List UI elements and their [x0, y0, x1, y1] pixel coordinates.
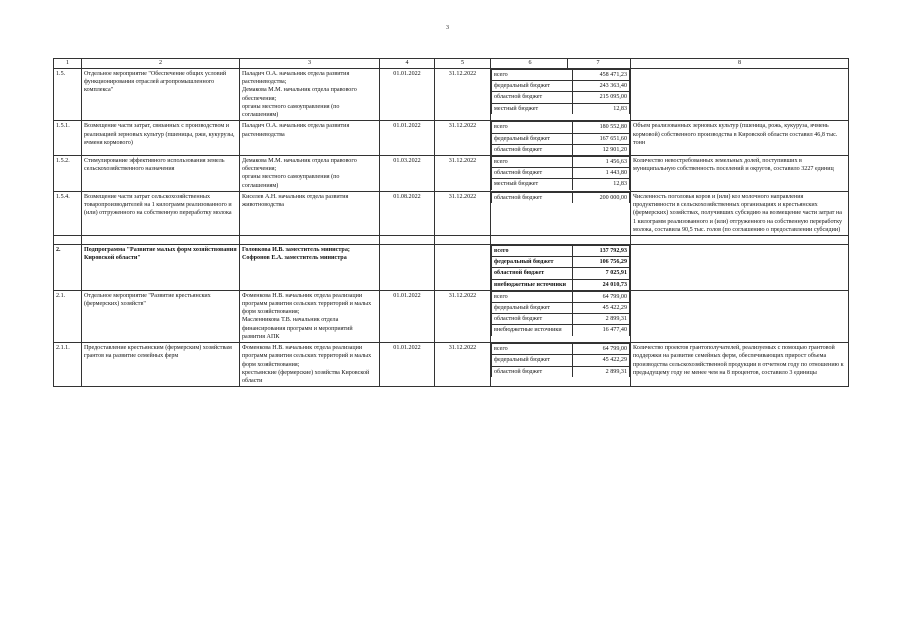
funding-source: федеральный бюджет [492, 303, 573, 314]
responsible-persons: Фоменкова Н.В. начальник отдела реализации программ развития сельских территорий и малых форм хозяйствования; крестьянские (фермерские) хозяйства Кировской области [240, 343, 380, 387]
funding-amount: 167 651,60 [573, 133, 630, 144]
funding-amount: 1 456,63 [573, 156, 630, 167]
result-description [631, 290, 849, 342]
header-cell [491, 59, 631, 69]
financing-row [492, 133, 630, 144]
end-date [435, 244, 491, 290]
financing-row [492, 344, 630, 355]
funding-amount: 12 901,20 [573, 144, 630, 155]
report-table [53, 58, 849, 387]
funding-amount: 137 792,93 [573, 245, 630, 256]
funding-amount: 1 443,80 [573, 168, 630, 179]
page-number: 3 [446, 25, 449, 31]
empty-cell [82, 235, 240, 244]
activity-name: Отдельное мероприятие "Развитие крестьянских (фермерских) хозяйств" [82, 290, 240, 342]
table-row [54, 290, 849, 342]
funding-amount: 12,83 [573, 179, 630, 190]
financing-row [492, 156, 630, 167]
header-cell: 6 [528, 60, 532, 66]
funding-amount: 106 756,29 [573, 257, 630, 268]
financing-row [492, 179, 630, 190]
funding-amount: 64 799,00 [573, 291, 630, 302]
responsible-persons: Паладич О.А. начальник отдела развития растениеводства [240, 121, 380, 156]
funding-source: областной бюджет [492, 314, 573, 325]
header-cell: 2 [82, 59, 240, 69]
funding-source: всего [492, 245, 573, 256]
activity-name: Возмещение части затрат, связанных с производством и реализацией зерновых культур (пшеницы, ржи, кукурузы, ячменя кормового) [82, 121, 240, 156]
funding-source: областной бюджет [492, 366, 573, 377]
financing-table [491, 245, 630, 290]
responsible-persons: Паладич О.А. начальник отдела развития растениеводства; Демакова М.М. начальник отдела правового обеспечения; органы местного самоуправления (по соглашениям) [240, 69, 380, 121]
financing-row [492, 257, 630, 268]
activity-name: Подпрограмма "Развитие малых форм хозяйствования Кировской области" [82, 244, 240, 290]
financing-row [492, 81, 630, 92]
start-date: 01.03.2022 [380, 155, 435, 191]
funding-amount: 12,83 [573, 103, 630, 114]
start-date [380, 244, 435, 290]
funding-amount: 24 010,73 [573, 279, 630, 290]
funding-source: федеральный бюджет [492, 81, 573, 92]
financing-row [492, 314, 630, 325]
result-description: Численность поголовья коров и (или) коз молочного направления продуктивности в сельскохозяйственных организациях и крестьянских (фермерских) хозяйствах, получивших субсидию на возмещение части затрат на 1 килограмм реализованного и (или) отгруженного на собственную переработку молока, составила 90,5 тыс. голов (по соглашению о предоставлении субсидии) [631, 191, 849, 235]
funding-amount: 215 095,00 [573, 92, 630, 103]
empty-cell [240, 235, 380, 244]
funding-source: внебюджетные источники [492, 279, 573, 290]
end-date: 31.12.2022 [435, 69, 491, 121]
financing-row [492, 279, 630, 290]
financing-row [492, 122, 630, 133]
header-cell: 1 [54, 59, 82, 69]
financing-table [491, 156, 630, 190]
financing-table [491, 343, 630, 377]
row-number: 2.1.1. [54, 343, 82, 387]
funding-amount: 243 363,40 [573, 81, 630, 92]
start-date: 01.01.2022 [380, 290, 435, 342]
activity-name: Стимулирование эффективного использования земель сельскохозяйственного назначения [82, 155, 240, 191]
funding-source: всего [492, 156, 573, 167]
end-date: 31.12.2022 [435, 290, 491, 342]
funding-source: федеральный бюджет [492, 133, 573, 144]
funding-source: всего [492, 291, 573, 302]
funding-source: областной бюджет [492, 92, 573, 103]
result-description: Количество проектов грантополучателей, реализуемых с помощью грантовой поддержки на развитие семейных ферм, обеспечивающих прирост объема производства сельскохозяйственной продукции в отчетном году по отношению к предыдущему году не менее чем на 8 процентов, составило 3 единицы [631, 343, 849, 387]
financing-cell [491, 244, 631, 290]
funding-source: областной бюджет [492, 168, 573, 179]
funding-amount: 45 422,29 [573, 355, 630, 366]
end-date: 31.12.2022 [435, 121, 491, 156]
row-number: 1.5. [54, 69, 82, 121]
start-date: 01.01.2022 [380, 343, 435, 387]
funding-source: федеральный бюджет [492, 257, 573, 268]
funding-amount: 7 025,91 [573, 268, 630, 279]
financing-row [492, 291, 630, 302]
activity-name: Отдельное мероприятие "Обеспечение общих условий функционирования отраслей агропромышленного комплекса" [82, 69, 240, 121]
financing-row [492, 245, 630, 256]
empty-cell [435, 235, 491, 244]
row-number: 1.5.1. [54, 121, 82, 156]
funding-amount: 2 899,31 [573, 366, 630, 377]
responsible-persons: Головкова И.В. заместитель министра; Софронов Е.А. заместитель министра [240, 244, 380, 290]
funding-source: областной бюджет [492, 144, 573, 155]
start-date: 01.08.2022 [380, 191, 435, 235]
end-date: 31.12.2022 [435, 155, 491, 191]
financing-row [492, 268, 630, 279]
financing-table [491, 121, 630, 155]
table-row [54, 343, 849, 387]
result-description: Объем реализованных зерновых культур (пшеница, рожь, кукуруза, ячмень кормовой) собственного производства в Кировской области составил 46,8 тыс. тонн [631, 121, 849, 156]
funding-source: федеральный бюджет [492, 355, 573, 366]
result-description: Количество невостребованных земельных долей, поступивших в муниципальную собственность поселений и округов, составило 3227 единиц [631, 155, 849, 191]
funding-source: местный бюджет [492, 103, 573, 114]
financing-row [492, 192, 630, 203]
financing-cell [491, 290, 631, 342]
funding-source: областной бюджет [492, 268, 573, 279]
table-row [54, 121, 849, 156]
start-date: 01.01.2022 [380, 69, 435, 121]
result-description [631, 69, 849, 121]
financing-row [492, 70, 630, 81]
financing-cell [491, 121, 631, 156]
funding-amount: 16 477,40 [573, 325, 630, 336]
header-cell: 3 [240, 59, 380, 69]
row-number: 2. [54, 244, 82, 290]
financing-cell [491, 343, 631, 387]
responsible-persons: Киселев А.Н. начальник отдела развития животноводства [240, 191, 380, 235]
financing-row [492, 325, 630, 336]
financing-table [491, 192, 630, 203]
financing-table [491, 69, 630, 114]
empty-cell [631, 235, 849, 244]
header-cell: 5 [435, 59, 491, 69]
activity-name: Возмещение части затрат сельскохозяйственных товаропроизводителей на 1 килограмм реализованного и (или) отгруженного на собственную переработку молока [82, 191, 240, 235]
header-row [54, 59, 849, 69]
table-row [54, 69, 849, 121]
end-date: 31.12.2022 [435, 343, 491, 387]
funding-source: всего [492, 344, 573, 355]
financing-row [492, 103, 630, 114]
responsible-persons: Демакова М.М. начальник отдела правового обеспечения; органы местного самоуправления (по соглашениям) [240, 155, 380, 191]
empty-cell [380, 235, 435, 244]
funding-source: местный бюджет [492, 179, 573, 190]
financing-row [492, 144, 630, 155]
financing-cell [491, 191, 631, 235]
financing-row [492, 92, 630, 103]
financing-table [491, 291, 630, 336]
activity-name: Предоставление крестьянским (фермерским) хозяйствам грантов на развитие семейных ферм [82, 343, 240, 387]
table-row [54, 155, 849, 191]
funding-source: всего [492, 70, 573, 81]
header-cell: 8 [631, 59, 849, 69]
financing-row [492, 366, 630, 377]
funding-source: всего [492, 122, 573, 133]
table-row [54, 244, 849, 290]
header-cell: 4 [380, 59, 435, 69]
header-cell: 7 [568, 59, 629, 68]
financing-row [492, 168, 630, 179]
empty-cell [491, 235, 631, 244]
row-number: 1.5.4. [54, 191, 82, 235]
start-date: 01.01.2022 [380, 121, 435, 156]
funding-amount: 45 422,29 [573, 303, 630, 314]
funding-amount: 200 000,00 [573, 192, 630, 203]
result-description [631, 244, 849, 290]
end-date: 31.12.2022 [435, 191, 491, 235]
financing-cell [491, 69, 631, 121]
row-number: 2.1. [54, 290, 82, 342]
funding-amount: 180 552,80 [573, 122, 630, 133]
funding-source: внебюджетные источники [492, 325, 573, 336]
responsible-persons: Фоменкова Н.В. начальник отдела реализации программ развития сельских территорий и малых форм хозяйствования; Масленникова Т.В. начальник отдела финансирования программ и мероприятий развития АПК [240, 290, 380, 342]
table-row [54, 191, 849, 235]
spacer-row [54, 235, 849, 244]
funding-amount: 458 471,23 [573, 70, 630, 81]
financing-cell [491, 155, 631, 191]
financing-row [492, 303, 630, 314]
empty-cell [54, 235, 82, 244]
funding-source: областной бюджет [492, 192, 573, 203]
financing-row [492, 355, 630, 366]
row-number: 1.5.2. [54, 155, 82, 191]
funding-amount: 2 899,31 [573, 314, 630, 325]
funding-amount: 64 799,00 [573, 344, 630, 355]
